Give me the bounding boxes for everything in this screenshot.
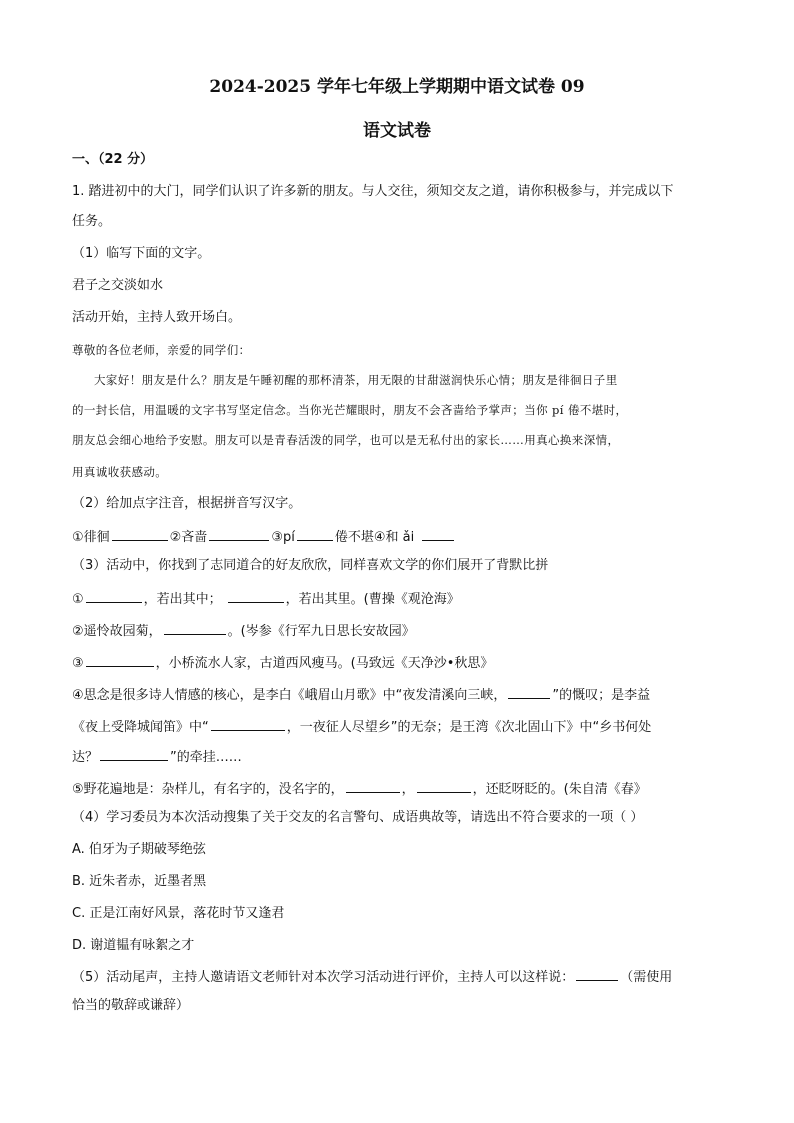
recite-text: ，一夜征人尽望乡”的无奈；是王湾《次北固山下》中“乡书何处 bbox=[286, 720, 652, 735]
recite-item-4-line-3 bbox=[72, 746, 732, 768]
q1-sub5-line-2: 恰当的敬辞或谦辞） bbox=[72, 998, 190, 1013]
option-d[interactable]: D. 谢道韫有咏絮之才 bbox=[72, 938, 195, 953]
recite-item-2 bbox=[72, 620, 732, 642]
recite-text: 达？ bbox=[72, 750, 99, 765]
recite-text: ”的慨叹；是李益 bbox=[552, 688, 651, 703]
recite-text: ， bbox=[401, 782, 415, 797]
option-a[interactable]: A. 伯牙为子期破琴绝弦 bbox=[72, 842, 206, 857]
question-text: （5）活动尾声，主持人邀请语文老师针对本次学习活动进行评价，主持人可以这样说： bbox=[72, 970, 575, 985]
recite-item-1 bbox=[72, 588, 732, 610]
answer-blank[interactable] bbox=[346, 778, 400, 793]
answer-blank[interactable] bbox=[228, 588, 284, 603]
q1-sub4: （4）学习委员为本次活动搜集了关于交友的名言警句、成语典故等，请选出不符合要求的一项（ ） bbox=[72, 810, 644, 825]
option-c[interactable]: C. 正是江南好风景，落花时节又逢君 bbox=[72, 906, 285, 921]
recite-text: ，若出其中； bbox=[143, 592, 222, 607]
answer-blank[interactable] bbox=[508, 684, 550, 699]
q1-sub2-items bbox=[72, 526, 732, 548]
letter-salutation: 尊敬的各位老师，亲爱的同学们： bbox=[72, 343, 251, 357]
q1-sub3: （3）活动中，你找到了志同道合的好友欣欣，同样喜欢文学的你们展开了背默比拼 bbox=[72, 558, 549, 573]
recite-text: ，小桥流水人家，古道西风瘦马。(马致远《天净沙•秋思》 bbox=[155, 656, 494, 671]
recite-text: ”的牵挂…… bbox=[170, 750, 242, 765]
letter-paragraph-line-3: 朋友总会细心地给予安慰。朋友可以是青春活泼的同学，也可以是无私付出的家长……用真心换来深情， bbox=[72, 433, 620, 447]
answer-blank[interactable] bbox=[297, 526, 333, 541]
q1-sub5-line-1 bbox=[72, 966, 732, 988]
recite-text: 。(岑参《行军九日思长安故园》 bbox=[227, 624, 415, 639]
recite-label: ③ bbox=[72, 656, 84, 671]
letter-paragraph-line-1: 大家好！朋友是什么？朋友是午睡初醒的那杯清茶，用无限的甘甜滋润快乐心情；朋友是徘徊日子里 bbox=[94, 373, 618, 387]
q1-intro-line-1: 1. 踏进初中的大门，同学们认识了许多新的朋友。与人交往，须知交友之道，请你积极参与，并完成以下 bbox=[72, 184, 674, 199]
answer-blank[interactable] bbox=[417, 778, 471, 793]
item-pi: ③pí bbox=[271, 530, 295, 545]
answer-blank[interactable] bbox=[576, 966, 618, 981]
letter-paragraph-line-2: 的一封长信，用温暖的文字书写坚定信念。当你光芒耀眼时，朋友不会吝啬给予掌声；当你 pí 倦不堪时， bbox=[72, 403, 628, 417]
answer-blank[interactable] bbox=[86, 652, 154, 667]
letter-paragraph-line-4: 用真诚收获感动。 bbox=[72, 465, 168, 479]
item-pijuan-ai: 倦不堪④和 ǎi bbox=[334, 530, 415, 545]
answer-blank[interactable] bbox=[100, 746, 168, 761]
recite-item-3 bbox=[72, 652, 732, 674]
recite-text: ②遥怜故园菊， bbox=[72, 624, 162, 639]
copy-text: 君子之交淡如水 bbox=[72, 278, 164, 293]
answer-blank[interactable] bbox=[211, 716, 285, 731]
option-b[interactable]: B. 近朱者赤，近墨者黑 bbox=[72, 874, 207, 889]
item-paihuai: ①徘徊 bbox=[72, 530, 110, 545]
recite-text: ⑤野花遍地是：杂样儿，有名字的，没名字的， bbox=[72, 782, 344, 797]
answer-blank[interactable] bbox=[86, 588, 142, 603]
recite-text: ④思念是很多诗人情感的核心，是李白《峨眉山月歌》中“夜发清溪向三峡， bbox=[72, 688, 507, 703]
exam-subtitle: 语文试卷 bbox=[363, 121, 431, 141]
answer-blank[interactable] bbox=[164, 620, 226, 635]
recite-item-5 bbox=[72, 778, 732, 800]
answer-blank[interactable] bbox=[422, 526, 454, 541]
recite-text: ，若出其里。(曹操《观沧海》 bbox=[285, 592, 460, 607]
recite-item-4-line-1 bbox=[72, 684, 732, 706]
question-text: （需使用 bbox=[620, 970, 673, 985]
exam-title: 2024-2025 学年七年级上学期期中语文试卷 09 bbox=[209, 77, 585, 97]
item-linse: ②吝啬 bbox=[169, 530, 208, 545]
activity-line: 活动开始，主持人致开场白。 bbox=[72, 310, 242, 325]
recite-label: ① bbox=[72, 592, 84, 607]
recite-item-4-line-2 bbox=[72, 716, 732, 738]
recite-text: 《夜上受降城闻笛》中“ bbox=[72, 720, 209, 735]
q1-sub2: （2）给加点字注音，根据拼音写汉字。 bbox=[72, 496, 302, 511]
q1-intro-line-2: 任务。 bbox=[72, 214, 112, 229]
recite-text: ，还眨呀眨的。(朱自清《春》 bbox=[472, 782, 647, 797]
answer-blank[interactable] bbox=[112, 526, 168, 541]
section-heading: 一、（22 分） bbox=[72, 152, 154, 167]
answer-blank[interactable] bbox=[209, 526, 269, 541]
q1-sub1: （1）临写下面的文字。 bbox=[72, 246, 211, 261]
